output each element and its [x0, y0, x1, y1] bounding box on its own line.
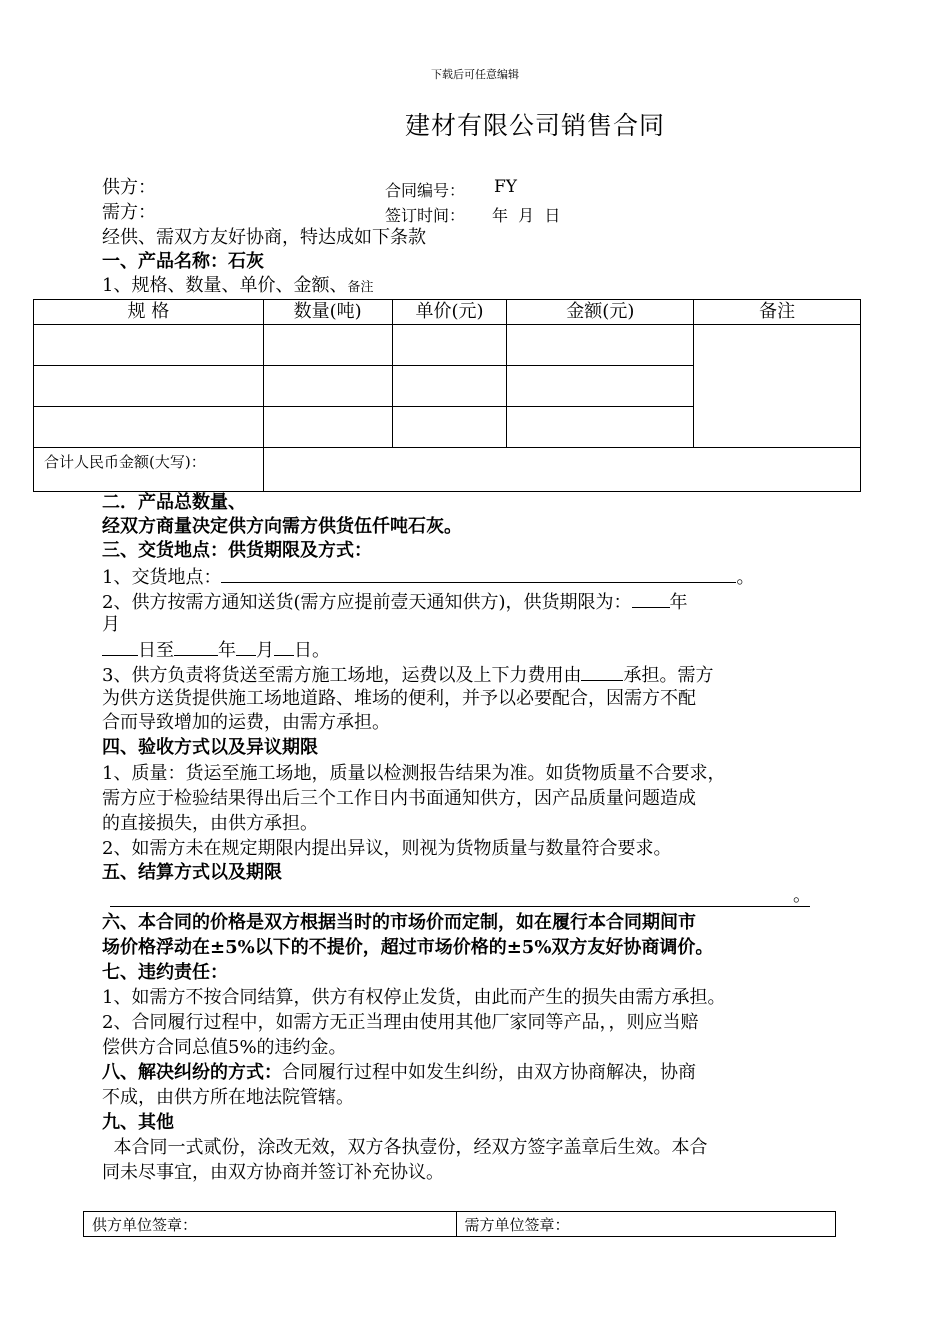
section-1-item-1-note: 备注 [347, 280, 374, 295]
intro-text: 经供、需双方友好协商，特达成如下条款 [102, 227, 426, 248]
section-1-item-1 [102, 274, 862, 300]
total-value-cell[interactable] [263, 448, 860, 492]
page-title: 建材有限公司销售合同 [405, 111, 666, 140]
total-row [34, 448, 861, 492]
table-header-row [34, 300, 861, 325]
section-4-item-2: 2、如需方未在规定期限内提出异议，则视为货物质量与数量符合要求。 [102, 838, 672, 859]
header-remarks: 备注 [694, 300, 861, 325]
section-7-item-1: 1、如需方不按合同结算，供方有权停止发货，由此而产生的损失由需方承担。 [102, 987, 726, 1008]
table-cell[interactable] [34, 366, 264, 407]
section-9-heading: 九、其他 [102, 1112, 174, 1133]
section-7-item-2-line-2: 偿供方合同总值5%的违约金。 [102, 1037, 347, 1058]
section-3-item-3 [102, 662, 862, 688]
header-note: 下载后可任意编辑 [431, 68, 519, 81]
header-spec: 规 格 [34, 300, 264, 325]
section-3-heading: 三、交货地点：供货期限及方式： [102, 540, 372, 561]
end-day-label: 日。 [294, 640, 330, 661]
section-6-line-2: 场价格浮动在±5%以下的不提价，超过市场价格的±5%双方友好协商调价。 [102, 937, 714, 958]
header-amount: 金额(元) [507, 300, 694, 325]
section-9-line-2: 同未尽事宜，由双方协商并签订补充协议。 [102, 1162, 444, 1183]
table-cell[interactable] [263, 325, 392, 366]
sign-time-value: 年 月 日 [492, 206, 561, 225]
total-label: 合计人民币金额(大写)： [34, 448, 264, 492]
end-month-label: 月 [256, 640, 274, 661]
section-3-item-3-text: 3、供方负责将货送至需方施工场地，运费以及上下力费用由 [102, 665, 582, 686]
supplier-signature-cell[interactable] [84, 1212, 457, 1237]
signature-row [84, 1212, 836, 1237]
section-5-heading: 五、结算方式以及期限 [102, 862, 282, 883]
remarks-cell[interactable] [694, 325, 861, 448]
supplier-label: 供方： [102, 177, 156, 198]
section-2-text: 经双方商量决定供方向需方供货伍仟吨石灰。 [102, 516, 462, 537]
buyer-signature-label: 需方单位签章： [464, 1215, 570, 1234]
table-cell[interactable] [34, 407, 264, 448]
table-cell[interactable] [507, 325, 694, 366]
table-cell[interactable] [507, 366, 694, 407]
table-cell[interactable] [263, 407, 392, 448]
delivery-place-blank[interactable] [221, 564, 736, 583]
start-day-blank[interactable] [102, 637, 138, 656]
section-1-heading: 一、产品名称：石灰 [102, 251, 264, 272]
sign-time-label: 签订时间： [385, 206, 466, 225]
section-7-heading: 七、违约责任： [102, 962, 228, 983]
delivery-place-end: 。 [736, 567, 755, 588]
end-month-blank[interactable] [236, 637, 256, 656]
section-4-item-1-line-3: 的直接损失，由供方承担。 [102, 813, 318, 834]
freight-party-blank[interactable] [581, 662, 623, 681]
section-1-item-1-text: 1、规格、数量、单价、金额、 [102, 275, 348, 296]
table-cell[interactable] [392, 325, 507, 366]
buyer-label: 需方： [102, 202, 156, 223]
section-9-line-1: 本合同一式贰份，涂改无效，双方各执壹份，经双方签字盖章后生效。本合 [102, 1137, 708, 1158]
settlement-blank[interactable] [110, 886, 810, 907]
buyer-signature-cell[interactable] [456, 1212, 836, 1237]
start-year-blank[interactable] [632, 589, 670, 608]
end-year-blank[interactable] [174, 637, 218, 656]
month-label: 月 [102, 614, 120, 635]
settlement-end: 。 [793, 885, 811, 906]
section-4-item-1-line-2: 需方应于检验结果得出后三个工作日内书面通知供方，因产品质量问题造成 [102, 788, 696, 809]
day-to-label: 日至 [138, 640, 174, 661]
table-cell[interactable] [392, 407, 507, 448]
table-cell[interactable] [507, 407, 694, 448]
end-day-blank[interactable] [274, 637, 294, 656]
end-year-label: 年 [218, 640, 236, 661]
table-cell[interactable] [392, 366, 507, 407]
header-quantity: 数量(吨) [263, 300, 392, 325]
section-8-heading: 八、解决纠纷的方式： [102, 1062, 282, 1083]
section-3-item-3-text-b: 承担。需方 [623, 665, 714, 686]
section-7-item-2-line-1: 2、合同履行过程中，如需方无正当理由使用其他厂家同等产品，，则应当赔 [102, 1012, 699, 1033]
section-3-item-2-text: 2、供方按需方通知送货(需方应提前壹天通知供方)，供货期限为： [102, 592, 632, 613]
table-row [34, 325, 861, 366]
contract-no-value: FY [494, 177, 518, 197]
product-table [33, 299, 861, 492]
section-8-text: 合同履行过程中如发生纠纷，由双方协商解决，协商 [282, 1062, 696, 1083]
header-unit-price: 单价(元) [392, 300, 507, 325]
section-6-line-1: 六、本合同的价格是双方根据当时的市场价而定制，如在履行本合同期间市 [102, 912, 696, 933]
section-8-line-1 [102, 1061, 862, 1085]
section-3-item-3-line-3: 合而导致增加的运费，由需方承担。 [102, 712, 390, 733]
section-3-item-1 [102, 564, 862, 590]
section-4-item-1-line-1: 1、质量：货运至施工场地，质量以检测报告结果为准。如货物质量不合要求， [102, 763, 726, 784]
section-3-item-3-line-2: 为供方送货提供施工场地道路、堆场的便利，并予以必要配合，因需方不配 [102, 688, 696, 709]
section-3-item-2-end [102, 637, 862, 663]
year-label: 年 [669, 592, 688, 613]
contract-no-label: 合同编号： [385, 181, 466, 200]
table-cell[interactable] [34, 325, 264, 366]
table-cell[interactable] [263, 366, 392, 407]
section-3-item-2 [102, 589, 862, 615]
section-8-line-2: 不成，由供方所在地法院管辖。 [102, 1087, 354, 1108]
supplier-signature-label: 供方单位签章： [92, 1215, 198, 1234]
signature-table [83, 1211, 836, 1237]
delivery-place-label: 1、交货地点： [102, 567, 222, 588]
section-2-heading: 二．产品总数量、 [102, 492, 246, 513]
section-4-heading: 四、验收方式以及异议期限 [102, 737, 318, 758]
